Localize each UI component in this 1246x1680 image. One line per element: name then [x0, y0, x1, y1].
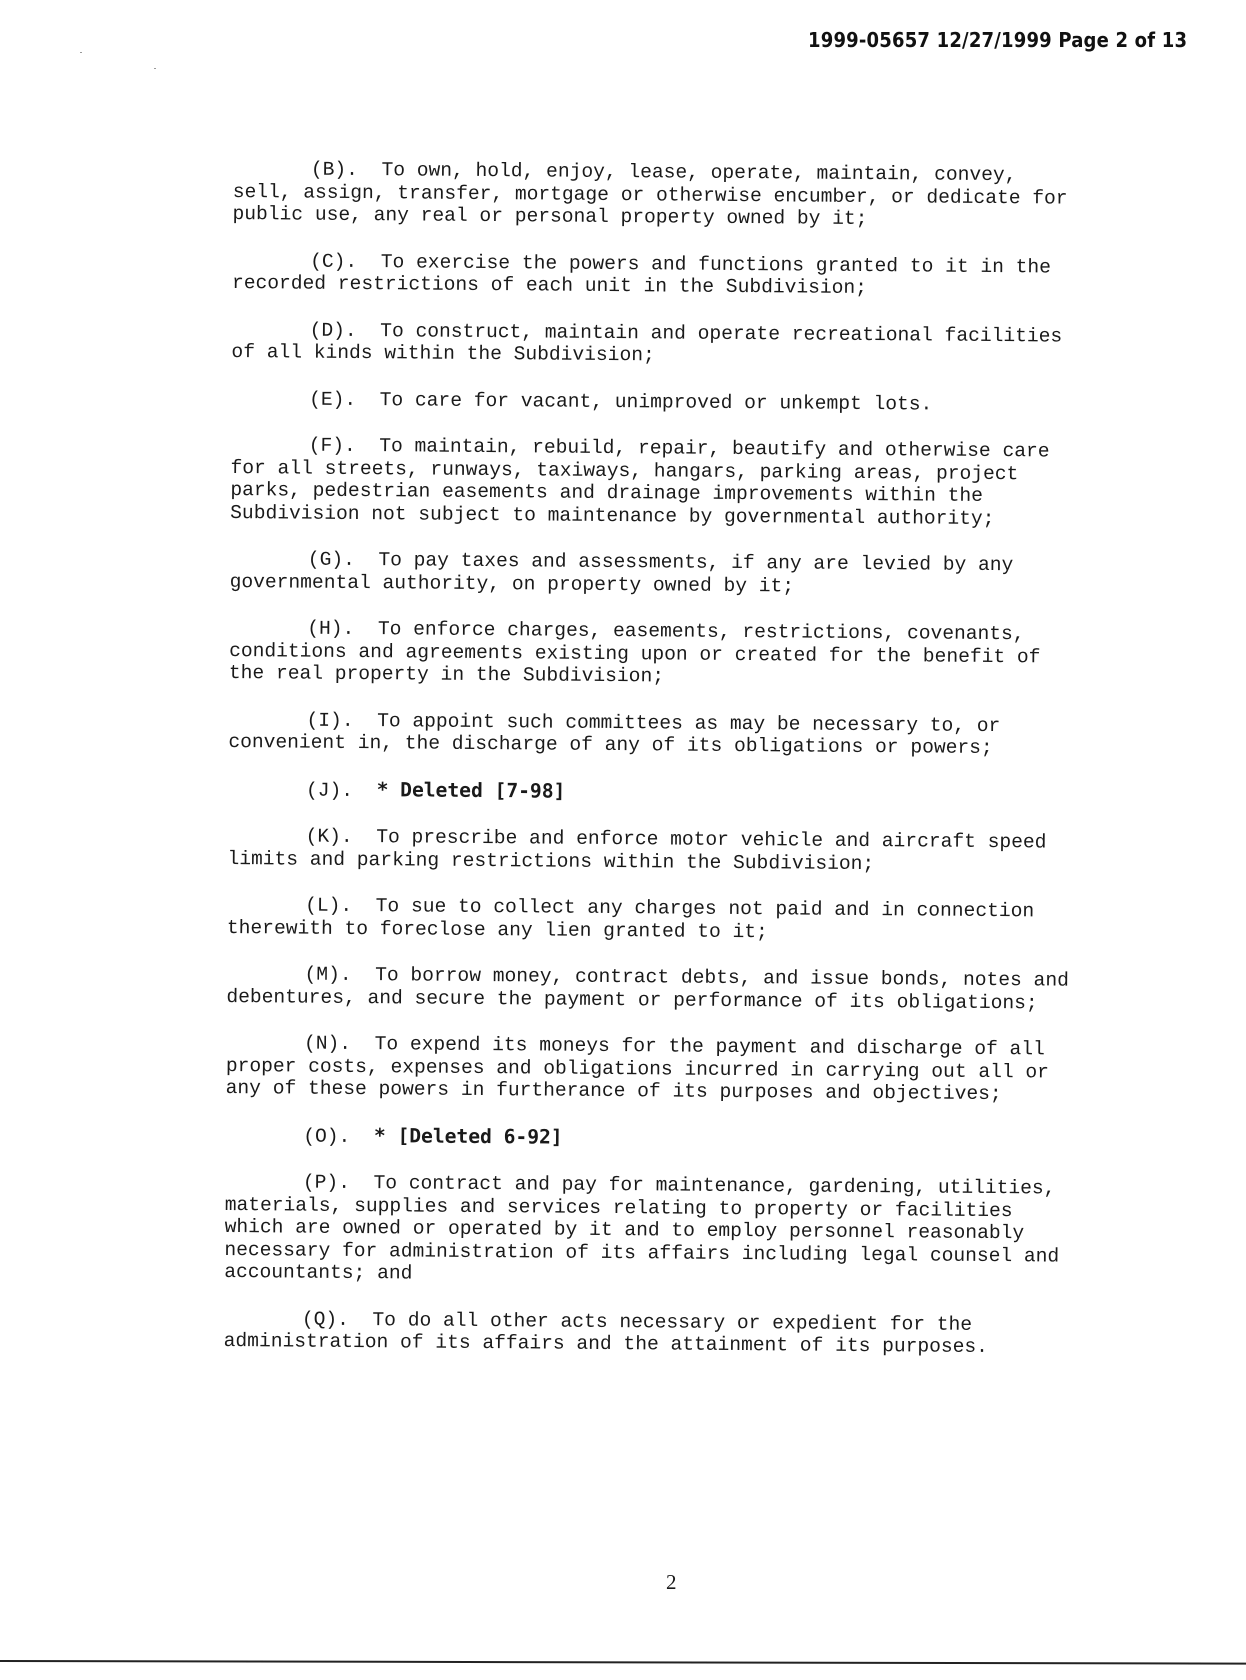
clause-paragraph	[224, 1171, 1125, 1291]
clause-text-line: which are owned or operated by it and to employ personnel reasonably	[224, 1215, 1025, 1245]
clause-label: (J).	[305, 779, 354, 802]
paragraph-indent	[231, 450, 309, 451]
paragraph-indent	[232, 265, 310, 266]
clause-text-line: To pay taxes and assessments, if any are levied by any	[378, 549, 1014, 577]
clause-paragraph	[225, 1123, 1125, 1154]
clause-paragraph	[232, 249, 1132, 301]
deleted-marker: * Deleted [7-98]	[376, 777, 566, 803]
paragraph-indent	[225, 1140, 303, 1141]
clause-label: (L).	[305, 894, 353, 917]
clause-paragraph	[226, 1032, 1127, 1107]
clause-text-line: governmental authority, on property owned by it;	[229, 570, 795, 597]
clause-label: (D).	[309, 319, 357, 342]
clause-paragraph	[232, 158, 1133, 233]
clause-first-line	[231, 387, 1131, 417]
paragraph-indent	[228, 841, 306, 842]
clause-text-line: To expend its moneys for the payment and discharge of all	[374, 1033, 1045, 1061]
paragraph-indent	[225, 1187, 303, 1188]
paragraph-indent	[226, 1048, 304, 1049]
paragraph-indent	[233, 174, 311, 175]
clause-label: (C).	[310, 250, 358, 273]
clause-label: (F).	[308, 434, 356, 457]
clause-label: (Q).	[301, 1308, 350, 1331]
clause-label: (O).	[303, 1125, 351, 1148]
paragraph-indent	[231, 403, 309, 404]
clause-paragraph	[231, 318, 1131, 370]
clause-text-line: To care for vacant, unimproved or unkempt lots.	[379, 388, 933, 415]
paragraph-indent	[228, 794, 306, 795]
clause-text-line: To construct, maintain and operate recreational facilities	[380, 319, 1063, 348]
clause-text-line: To contract and pay for maintenance, gardening, utilities,	[373, 1172, 1056, 1200]
paragraph-indent	[229, 633, 307, 634]
clause-paragraph	[230, 434, 1131, 531]
clause-text-line: conditions and agreements existing upon or created for the benefit of	[229, 639, 1041, 668]
clause-label: (P).	[302, 1171, 351, 1194]
clause-text-line: debentures, and secure the payment or performance of its obligations;	[226, 985, 1038, 1014]
page-bottom-rule	[0, 1660, 1246, 1665]
clause-paragraph	[228, 708, 1128, 760]
clause-paragraph	[228, 777, 1128, 808]
clause-first-line	[225, 1123, 1125, 1154]
clause-text-line: To prescribe and enforce motor vehicle and aircraft speed	[376, 826, 1047, 854]
clause-text-line: To exercise the powers and functions granted to it in the	[380, 250, 1052, 278]
clause-text-line: To do all other acts necessary or expedient for the	[372, 1308, 973, 1336]
paragraph-indent	[229, 724, 307, 725]
clause-text-line: convenient in, the discharge of any of its obligations or powers;	[228, 730, 993, 759]
clause-label: (I).	[306, 709, 354, 732]
clause-paragraph	[227, 894, 1127, 946]
clause-text-line: proper costs, expenses and obligations incurred in carrying out all or	[225, 1054, 1050, 1083]
clause-text-line: recorded restrictions of each unit in the Subdivision;	[231, 271, 868, 299]
paragraph-indent	[230, 564, 308, 565]
clause-label: (M).	[304, 963, 352, 986]
clause-paragraph	[231, 387, 1131, 417]
clause-text-line: To enforce charges, easements, restrictions, covenants,	[377, 618, 1025, 646]
clause-text-line: any of these powers in furtherance of its purposes and objectives;	[225, 1076, 1002, 1106]
clause-label: (B).	[310, 158, 359, 181]
clause-text-line: for all streets, runways, taxiways, hangars, parking areas, project	[230, 456, 1019, 485]
clause-paragraph	[229, 617, 1130, 692]
clause-text-line: necessary for administration of its affairs including legal counsel and	[224, 1238, 1060, 1268]
document-body	[223, 158, 1133, 1384]
clause-text-line: public use, any real or personal property owned by it;	[232, 202, 868, 230]
clause-label: (G).	[307, 548, 355, 571]
scan-speck	[80, 52, 82, 53]
paragraph-indent	[227, 910, 305, 911]
page-number: 2	[666, 1570, 677, 1594]
scan-speck	[154, 68, 156, 69]
paragraph-indent	[224, 1323, 302, 1324]
clause-paragraph	[227, 825, 1127, 877]
clause-text-line: materials, supplies and services relating to property or facilities	[224, 1193, 1013, 1222]
clause-label: (N).	[303, 1032, 352, 1055]
clause-paragraph	[226, 963, 1126, 1015]
clause-text-line: of all kinds within the Subdivision;	[231, 340, 655, 367]
clause-label: (K).	[305, 825, 353, 848]
clause-first-line	[228, 777, 1128, 808]
clause-text-line: the real property in the Subdivision;	[228, 661, 665, 688]
clause-text-line: To appoint such committees as may be necessary to, or	[377, 709, 1001, 737]
recording-stamp: 1999-05657 12/27/1999 Page 2 of 13	[808, 28, 1188, 52]
clause-paragraph	[224, 1307, 1124, 1359]
clause-label: (H).	[307, 617, 355, 640]
clause-text-line: administration of its affairs and the attainment of its purposes.	[223, 1329, 989, 1358]
clause-text-line: limits and parking restrictions within the Subdivision;	[227, 847, 875, 875]
clause-label: (E).	[309, 388, 357, 411]
deleted-marker: * [Deleted 6-92]	[373, 1123, 563, 1149]
clause-text-line: To sue to collect any charges not paid and in connection	[375, 895, 1035, 923]
paragraph-indent	[232, 334, 310, 335]
paragraph-indent	[227, 979, 305, 980]
clause-text-line: therewith to foreclose any lien granted to it;	[226, 916, 768, 943]
clause-text-line: To maintain, rebuild, repair, beautify and otherwise care	[379, 435, 1050, 463]
clause-text-line: accountants; and	[224, 1260, 413, 1285]
clause-text-line: Subdivision not subject to maintenance by governmental authority;	[230, 501, 995, 530]
clause-text-line: sell, assign, transfer, mortgage or otherwise encumber, or dedicate for	[232, 180, 1068, 210]
clause-text-line: To borrow money, contract debts, and issue bonds, notes and	[375, 964, 1069, 992]
clause-text-line: parks, pedestrian easements and drainage improvements within the	[230, 478, 983, 507]
clause-text-line: To own, hold, enjoy, lease, operate, maintain, convey,	[381, 159, 1017, 187]
clause-paragraph	[230, 548, 1130, 600]
